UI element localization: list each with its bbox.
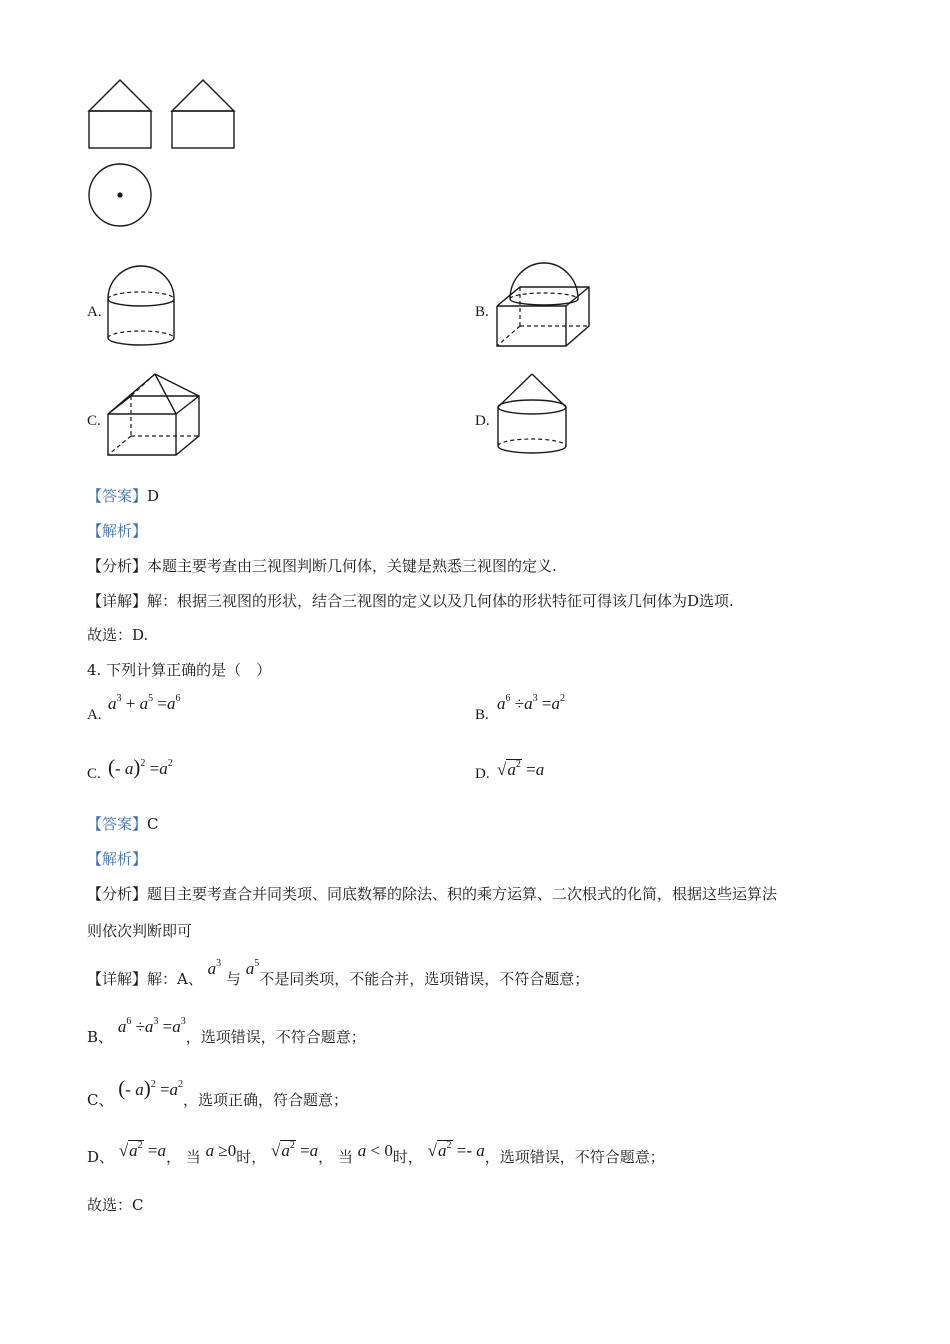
q3-answer-line bbox=[87, 485, 159, 506]
q4-answer-tag: 【答案】 bbox=[87, 815, 148, 833]
q4-xiangjie-c bbox=[87, 1076, 349, 1109]
q4-answer-value: C bbox=[147, 815, 159, 833]
q4-xiangjie-a bbox=[87, 958, 590, 988]
q3-fenxi-line bbox=[87, 555, 557, 576]
xj-d-text: ，选项错误，不符合题意； bbox=[484, 1148, 665, 1166]
q4-fenxi-text1: 题目主要考查合并同类项、同底数幂的除法、积的乘方运算、二次根式的化简，根据这些运算法 bbox=[147, 885, 778, 903]
q4-answer-line bbox=[87, 813, 159, 834]
xj-d-comma1: ， bbox=[166, 1148, 182, 1166]
xj-d-cond2: a < 0 bbox=[357, 1141, 393, 1160]
q4-option-c-formula[interactable]: (- $a)^2 =a^2$ bbox=[108, 755, 173, 779]
xiangjie-tag: 【详解】 bbox=[87, 592, 148, 610]
q4-option-d-formula[interactable]: $√a^2 =a$ bbox=[497, 759, 545, 779]
xj-b-prefix: B、 bbox=[87, 1028, 114, 1046]
fenxi-tag: 【分析】 bbox=[87, 557, 148, 575]
q4-option-c-label[interactable]: C. bbox=[87, 766, 101, 782]
q4-conclusion: 故选：C bbox=[87, 1196, 144, 1214]
q4-option-b-formula[interactable]: $a^6 \div a^3 =a^2$ bbox=[497, 693, 565, 713]
analysis-tag: 【解析】 bbox=[87, 522, 148, 540]
fenxi-text: 本题主要考查由三视图判断几何体，关键是熟悉三视图的定义. bbox=[147, 557, 557, 575]
xj-c-prefix: C、 bbox=[87, 1091, 114, 1109]
option-b-label[interactable]: B. bbox=[475, 304, 489, 320]
xj-d-formula2: $√a^2 =a$ bbox=[270, 1140, 319, 1160]
xj-a-term1: $a^3$ bbox=[207, 958, 222, 978]
xj-a-prefix: 解：A、 bbox=[147, 970, 203, 988]
xj-d-shi2: 时， bbox=[392, 1148, 423, 1166]
q4-xiangjie-tag: 【详解】 bbox=[87, 970, 148, 988]
answer-value: D bbox=[147, 487, 160, 505]
q4-fenxi-line2: 则依次判断即可 bbox=[87, 922, 193, 940]
xj-d-dang1: 当 bbox=[185, 1148, 201, 1166]
xj-d-cond1: a ≥0 bbox=[205, 1141, 237, 1160]
q4-xiangjie-d bbox=[87, 1140, 665, 1166]
xj-c-text: ，选项正确，符合题意； bbox=[183, 1091, 349, 1109]
xj-d-formula1: $√a^2 =a$ bbox=[118, 1140, 166, 1160]
option-a-label[interactable]: A. bbox=[87, 304, 102, 320]
q4-option-d-label[interactable]: D. bbox=[475, 766, 490, 782]
xj-a-text: 不是同类项，不能合并，选项错误，不符合题意； bbox=[259, 970, 590, 988]
q3-xiangjie-line bbox=[87, 590, 734, 611]
q4-analysis-tag: 【解析】 bbox=[87, 850, 148, 868]
xj-b-text: ，选项错误，不符合题意； bbox=[185, 1028, 366, 1046]
xj-a-yu: 与 bbox=[225, 970, 241, 988]
q4-stem: 4. 下列计算正确的是（ ） bbox=[87, 661, 272, 679]
q4-fenxi-line1 bbox=[87, 883, 777, 904]
option-c-label[interactable]: C. bbox=[87, 413, 101, 429]
xj-d-dang2: 当 bbox=[337, 1148, 353, 1166]
xj-d-shi1: 时， bbox=[236, 1148, 267, 1166]
xj-d-prefix: D、 bbox=[87, 1148, 115, 1166]
q4-option-a-formula[interactable]: $a^3 + a^5 =a^6$ bbox=[108, 693, 181, 713]
xj-d-comma2: ， bbox=[318, 1148, 334, 1166]
q4-option-b-label[interactable]: B. bbox=[475, 707, 489, 723]
option-d-figure[interactable] bbox=[0, 0, 600, 470]
q3-conclusion: 故选：D. bbox=[87, 626, 149, 644]
xj-b-formula: $a^6 \div a^3 =a^3$ bbox=[117, 1016, 186, 1036]
xj-c-formula: (- $a)^2 =a^2$ bbox=[118, 1076, 184, 1100]
xj-a-term2: $a^5$ bbox=[245, 958, 260, 978]
option-d-label[interactable]: D. bbox=[475, 413, 490, 429]
xiangjie-text: 解：根据三视图的形状，结合三视图的定义以及几何体的形状特征可得该几何体为D选项. bbox=[147, 592, 734, 610]
answer-tag: 【答案】 bbox=[87, 487, 148, 505]
q4-fenxi-tag: 【分析】 bbox=[87, 885, 148, 903]
q4-xiangjie-b bbox=[87, 1016, 366, 1046]
q4-option-a-label[interactable]: A. bbox=[87, 707, 102, 723]
xj-d-formula3: $√a^2 =- a$ bbox=[427, 1140, 485, 1160]
